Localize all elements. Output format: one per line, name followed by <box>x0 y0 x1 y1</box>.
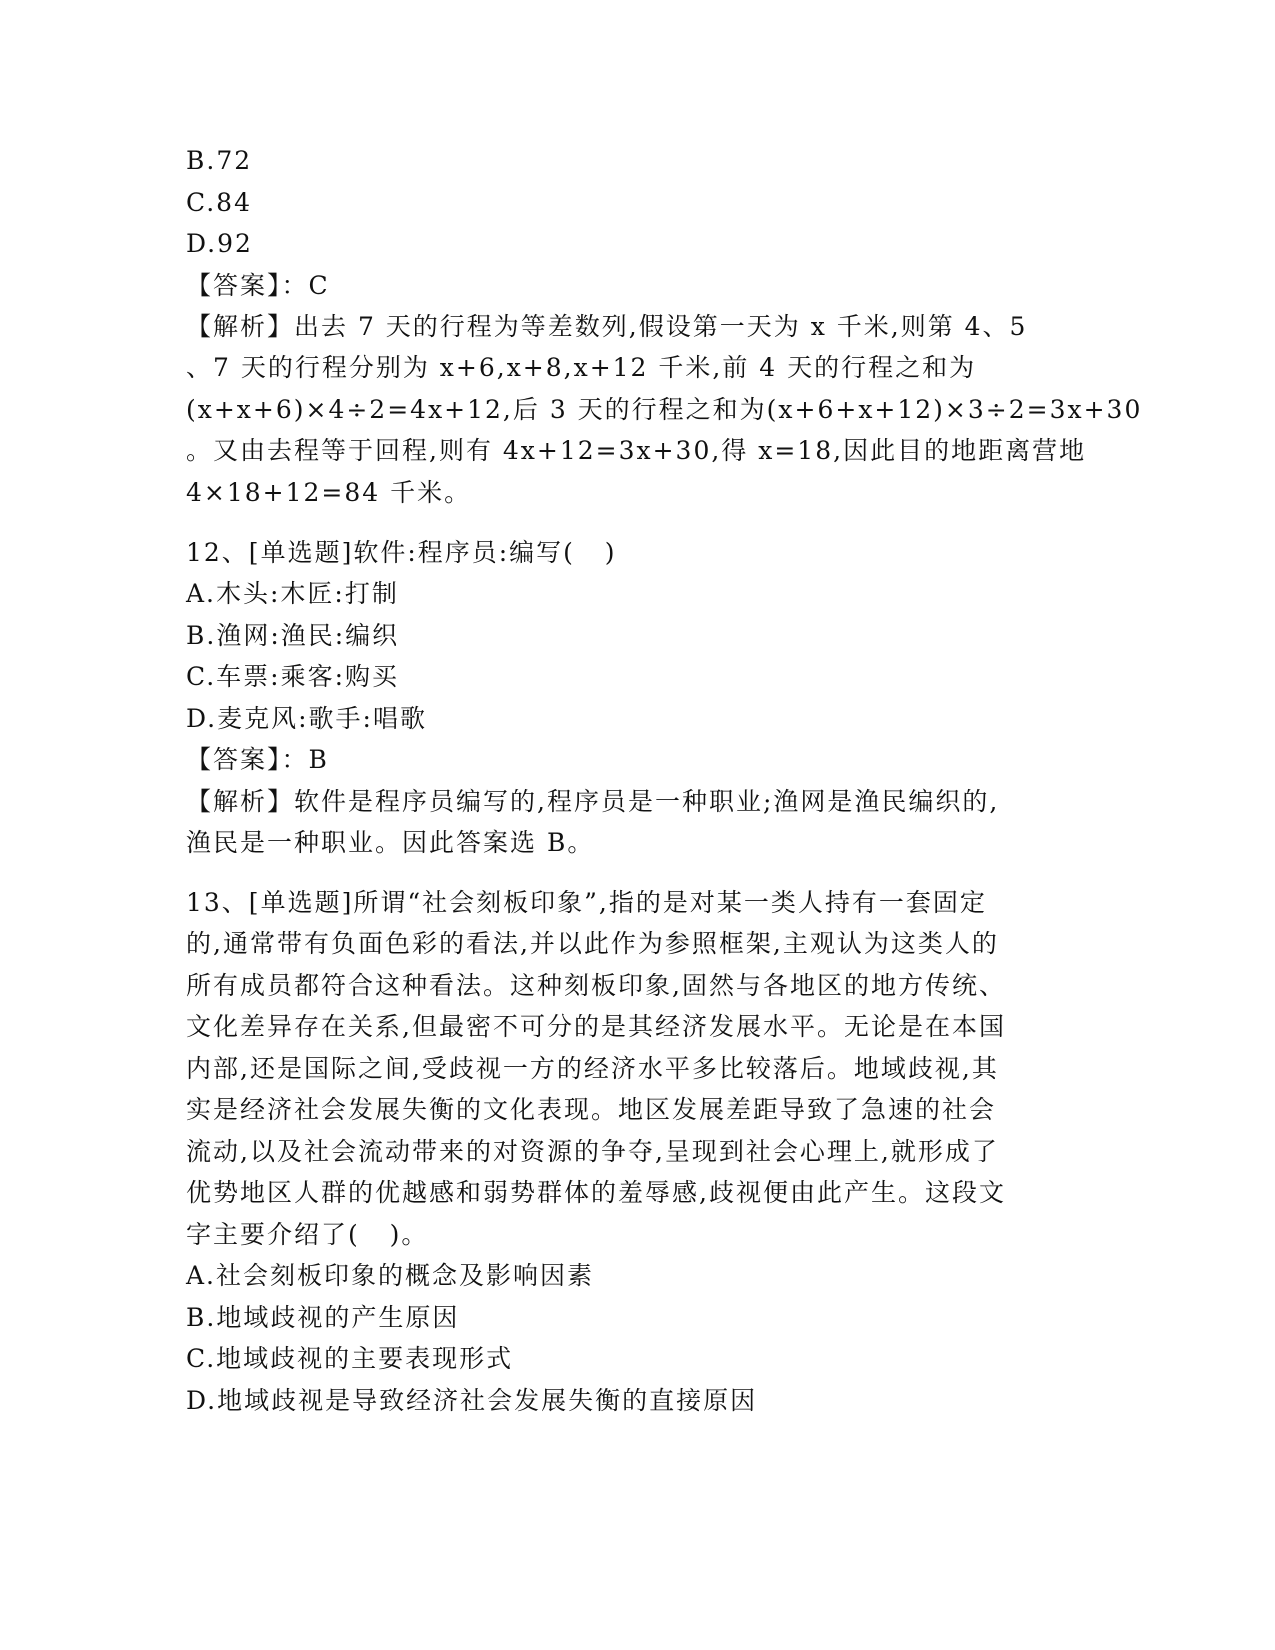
option-c: C.84 <box>186 188 252 217</box>
analysis-line: 、7 天的行程分别为 x+6,x+8,x+12 千米,前 4 天的行程之和为 <box>186 353 977 382</box>
question-stem: 流动,以及社会流动带来的对资源的争夺,呈现到社会心理上,就形成了 <box>186 1137 999 1166</box>
option-d: D.92 <box>186 229 253 258</box>
option-b: B.72 <box>186 146 253 175</box>
question-stem: 的,通常带有负面色彩的看法,并以此作为参照框架,主观认为这类人的 <box>186 929 999 958</box>
option-b: B.渔网:渔民:编织 <box>186 621 400 650</box>
analysis-line: 【解析】出去 7 天的行程为等差数列,假设第一天为 x 千米,则第 4、5 <box>186 312 1028 341</box>
option-b: B.地域歧视的产生原因 <box>186 1303 460 1332</box>
question-stem: 优势地区人群的优越感和弱势群体的羞辱感,歧视便由此产生。这段文 <box>186 1178 1006 1207</box>
question-stem: 实是经济社会发展失衡的文化表现。地区发展差距导致了急速的社会 <box>186 1095 997 1124</box>
question-stem: 内部,还是国际之间,受歧视一方的经济水平多比较落后。地域歧视,其 <box>186 1054 999 1083</box>
option-a: A.社会刻板印象的概念及影响因素 <box>186 1261 595 1290</box>
option-c: C.地域歧视的主要表现形式 <box>186 1344 514 1373</box>
option-c: C.车票:乘客:购买 <box>186 662 400 691</box>
question-stem: 文化差异存在关系,但最密不可分的是其经济发展水平。无论是在本国 <box>186 1012 1006 1041</box>
analysis-line: (x+x+6)×4÷2=4x+12,后 3 天的行程之和为(x+6+x+12)×3÷2=3x+30 <box>186 395 1143 424</box>
answer-line: 【答案】：C <box>186 271 330 300</box>
question-stem: 字主要介绍了( )。 <box>186 1220 429 1249</box>
option-d: D.地域歧视是导致经济社会发展失衡的直接原因 <box>186 1386 758 1415</box>
option-a: A.木头:木匠:打制 <box>186 579 399 608</box>
analysis-line: 【解析】软件是程序员编写的,程序员是一种职业;渔网是渔民编织的, <box>186 787 1000 816</box>
analysis-line: 4×18+12=84 千米。 <box>186 478 472 507</box>
question-stem: 12、[单选题]软件:程序员:编写( ) <box>186 538 617 567</box>
question-stem: 13、[单选题]所谓“社会刻板印象”,指的是对某一类人持有一套固定 <box>186 888 987 917</box>
analysis-line: 渔民是一种职业。因此答案选 B。 <box>186 828 595 857</box>
answer-line: 【答案】：B <box>186 745 329 774</box>
question-stem: 所有成员都符合这种看法。这种刻板印象,固然与各地区的地方传统、 <box>186 971 1006 1000</box>
option-d: D.麦克风:歌手:唱歌 <box>186 704 427 733</box>
analysis-line: 。又由去程等于回程,则有 4x+12=3x+30,得 x=18,因此目的地距离营地 <box>186 436 1087 465</box>
